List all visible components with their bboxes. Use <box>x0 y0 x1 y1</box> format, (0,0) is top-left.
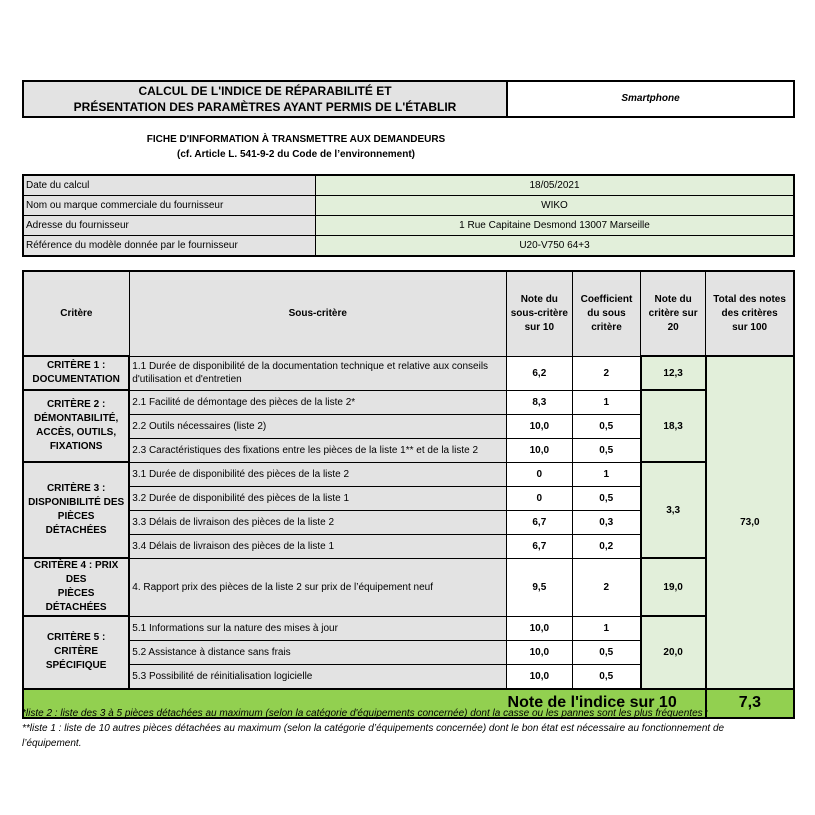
table-row <box>23 390 794 414</box>
info-label: Adresse du fournisseur <box>23 216 316 236</box>
table-row <box>23 462 794 486</box>
fiche-heading <box>22 132 570 162</box>
sub-criterion-coef: 1 <box>572 462 640 486</box>
criterion-5-score: 20,0 <box>641 616 706 689</box>
info-value: 18/05/2021 <box>316 175 795 196</box>
table-header-row <box>23 271 794 356</box>
sub-criterion-label: 3.4 Délais de livraison des pièces de la liste 1 <box>129 534 506 558</box>
supplier-info-table <box>22 174 795 257</box>
sub-criterion-label: 5.3 Possibilité de réinitialisation logicielle <box>129 664 506 689</box>
col-coefficient: Coefficient du sous critère <box>572 271 640 356</box>
sub-criterion-note: 10,0 <box>506 664 572 689</box>
final-score: 7,3 <box>706 689 794 718</box>
category-label: Smartphone <box>621 93 680 104</box>
sub-criterion-label: 3.3 Délais de livraison des pièces de la liste 2 <box>129 510 506 534</box>
criterion-1-score: 12,3 <box>641 356 706 390</box>
sub-criterion-label: 3.1 Durée de disponibilité des pièces de la liste 2 <box>129 462 506 486</box>
criterion-2-name: CRITÈRE 2 : DÉMONTABILITÉ, ACCÈS, OUTILS, FIXATIONS <box>23 390 129 462</box>
info-row <box>23 236 794 257</box>
col-note-critere: Note du critère sur 20 <box>641 271 706 356</box>
footnotes <box>22 706 795 751</box>
info-value: 1 Rue Capitaine Desmond 13007 Marseille <box>316 216 795 236</box>
sub-criterion-label: 4. Rapport prix des pièces de la liste 2 sur prix de l’équipement neuf <box>129 558 506 616</box>
sub-criterion-coef: 2 <box>572 558 640 616</box>
col-sous-critere: Sous-critère <box>129 271 506 356</box>
col-note-sous-critere: Note du sous-critère sur 10 <box>506 271 572 356</box>
col-total: Total des notes des critères sur 100 <box>706 271 794 356</box>
sub-criterion-note: 10,0 <box>506 438 572 462</box>
header-box <box>22 80 795 118</box>
title-line-2: PRÉSENTATION DES PARAMÈTRES AYANT PERMIS DE L'ÉTABLIR <box>73 100 457 114</box>
fiche-line-2: (cf. Article L. 541-9-2 du Code de l’environnement) <box>176 149 415 160</box>
footnote-liste-2: *liste 2 : liste des 3 à 5 pièces détachées au maximum (selon la catégorie d'équipements concernée) dont la casse ou les pannes sont les plus fréquentes ; <box>22 708 709 719</box>
criterion-4-score: 19,0 <box>641 558 706 616</box>
info-row <box>23 216 794 236</box>
sub-criterion-note: 6,7 <box>506 510 572 534</box>
sub-criterion-coef: 2 <box>572 356 640 390</box>
sub-criterion-note: 9,5 <box>506 558 572 616</box>
sub-criterion-coef: 0,3 <box>572 510 640 534</box>
criterion-2-score: 18,3 <box>641 390 706 462</box>
col-critere: Critère <box>23 271 129 356</box>
table-row <box>23 558 794 616</box>
sub-criterion-coef: 0,5 <box>572 414 640 438</box>
info-label: Nom ou marque commerciale du fournisseur <box>23 196 316 216</box>
criterion-1-name: CRITÈRE 1 : DOCUMENTATION <box>23 356 129 390</box>
sub-criterion-label: 2.1 Facilité de démontage des pièces de la liste 2* <box>129 390 506 414</box>
sub-criterion-coef: 0,5 <box>572 664 640 689</box>
sub-criterion-coef: 1 <box>572 390 640 414</box>
sub-criterion-note: 10,0 <box>506 640 572 664</box>
sub-criterion-note: 6,7 <box>506 534 572 558</box>
sub-criterion-note: 10,0 <box>506 414 572 438</box>
footnote-liste-1: **liste 1 : liste de 10 autres pièces détachées au maximum (selon la catégorie d’équipements concernée) dont le bon état est nécessaire au fonctionnement de <box>22 723 725 734</box>
sub-criterion-coef: 0,5 <box>572 486 640 510</box>
sub-criterion-coef: 0,5 <box>572 640 640 664</box>
info-label: Référence du modèle donnée par le fournisseur <box>23 236 316 257</box>
page-title <box>24 82 508 116</box>
title-line-1: CALCUL DE L'INDICE DE RÉPARABILITÉ ET <box>138 84 392 98</box>
info-row <box>23 196 794 216</box>
scoring-table <box>22 270 795 719</box>
sub-criterion-note: 0 <box>506 462 572 486</box>
info-label: Date du calcul <box>23 175 316 196</box>
sub-criterion-label: 2.2 Outils nécessaires (liste 2) <box>129 414 506 438</box>
final-label: Note de l'indice sur 10 <box>23 689 706 718</box>
sub-criterion-coef: 0,2 <box>572 534 640 558</box>
criterion-4-name: CRITÈRE 4 : PRIX DES PIÈCES DÉTACHÉES <box>23 558 129 616</box>
info-value: WIKO <box>316 196 795 216</box>
table-row <box>23 356 794 390</box>
footnote-liste-1-cont: l’équipement. <box>22 738 82 749</box>
sub-criterion-coef: 1 <box>572 616 640 640</box>
sub-criterion-note: 10,0 <box>506 616 572 640</box>
info-value: U20-V750 64+3 <box>316 236 795 257</box>
criterion-5-name: CRITÈRE 5 : CRITÈRE SPÉCIFIQUE <box>23 616 129 689</box>
criterion-3-name: CRITÈRE 3 : DISPONIBILITÉ DES PIÈCES DÉTACHÉES <box>23 462 129 558</box>
fiche-line-1: FICHE D'INFORMATION À TRANSMETTRE AUX DEMANDEURS <box>146 134 446 145</box>
info-row <box>23 175 794 196</box>
sub-criterion-note: 0 <box>506 486 572 510</box>
sub-criterion-coef: 0,5 <box>572 438 640 462</box>
sub-criterion-label: 1.1 Durée de disponibilité de la documentation technique et relative aux conseils d'utilisation et d'entretien <box>129 356 506 390</box>
total-score: 73,0 <box>706 356 794 689</box>
sub-criterion-note: 6,2 <box>506 356 572 390</box>
sub-criterion-label: 5.2 Assistance à distance sans frais <box>129 640 506 664</box>
sub-criterion-label: 3.2 Durée de disponibilité des pièces de la liste 1 <box>129 486 506 510</box>
criterion-3-score: 3,3 <box>641 462 706 558</box>
sub-criterion-label: 2.3 Caractéristiques des fixations entre les pièces de la liste 1** et de la liste 2 <box>129 438 506 462</box>
table-row <box>23 616 794 640</box>
sub-criterion-label: 5.1 Informations sur la nature des mises à jour <box>129 616 506 640</box>
sub-criterion-note: 8,3 <box>506 390 572 414</box>
